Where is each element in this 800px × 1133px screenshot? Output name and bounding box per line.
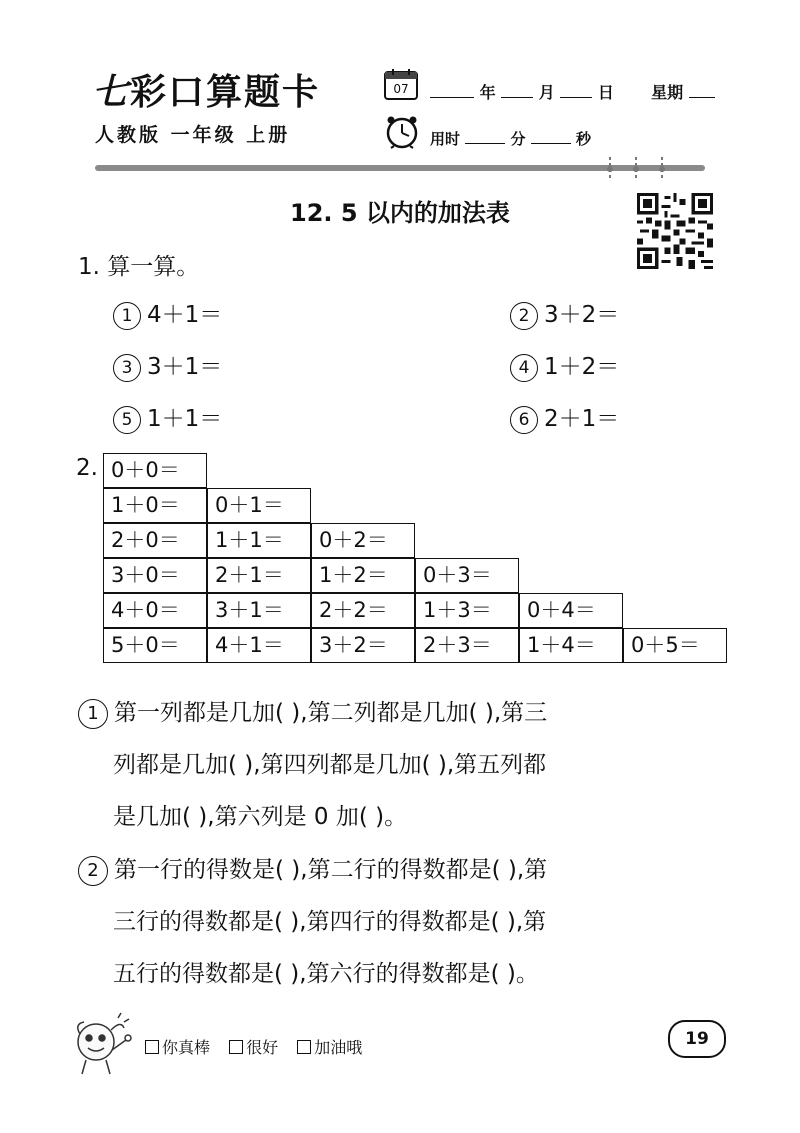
- table-cell: 2＋1＝: [207, 558, 311, 593]
- problem-3: [113, 348, 222, 382]
- rating-label: 很好: [246, 1038, 279, 1057]
- minutes-label: 分: [510, 130, 526, 148]
- problem-5-mark: 5: [113, 406, 141, 434]
- day-blank[interactable]: [560, 83, 592, 98]
- rating-option-great[interactable]: [145, 1038, 210, 1057]
- problem-6-expr: 2＋1＝: [544, 406, 620, 432]
- question-2-mark: 2: [78, 856, 108, 886]
- table-cell: 0＋1＝: [207, 488, 311, 523]
- brand-title: [92, 70, 320, 115]
- calendar-icon: [384, 68, 418, 100]
- table-cell: 0＋4＝: [519, 593, 623, 628]
- table-cell: 3＋0＝: [103, 558, 207, 593]
- self-rating: [145, 1035, 376, 1058]
- table-cell: 0＋3＝: [415, 558, 519, 593]
- table-cell: 5＋0＝: [103, 628, 207, 663]
- page-number: 19: [668, 1020, 726, 1058]
- problem-6-mark: 6: [510, 406, 538, 434]
- question-2-line-3: 五行的得数都是( ),第六行的得数都是( )。: [113, 961, 539, 987]
- question-1-line-3: 是几加( ),第六列是 0 加( )。: [113, 804, 408, 830]
- day-label: 日: [597, 83, 614, 102]
- table-cell: 2＋3＝: [415, 628, 519, 663]
- question-1-line-2: 列都是几加( ),第四列都是几加( ),第五列都: [113, 752, 547, 778]
- rating-option-keep-going[interactable]: [297, 1038, 362, 1057]
- problem-5-expr: 1＋1＝: [147, 406, 223, 432]
- problem-5: [113, 400, 222, 434]
- clock-icon: [384, 115, 420, 149]
- problem-6: [510, 400, 619, 434]
- problem-2: [510, 296, 619, 330]
- rating-option-good[interactable]: [229, 1038, 278, 1057]
- question-2-line-2: 三行的得数都是( ),第四行的得数都是( ),第: [113, 909, 547, 935]
- seconds-label: 秒: [575, 130, 591, 148]
- table-cell: 4＋1＝: [207, 628, 311, 663]
- problem-1-expr: 4＋1＝: [147, 302, 223, 328]
- month-label: 月: [538, 83, 555, 102]
- calendar-day: 07: [393, 82, 409, 96]
- weekday-blank[interactable]: [689, 83, 715, 98]
- checkbox[interactable]: [297, 1040, 311, 1054]
- month-blank[interactable]: [501, 83, 533, 98]
- problem-3-mark: 3: [113, 354, 141, 382]
- table-cell: 1＋1＝: [207, 523, 311, 558]
- lesson-title: 12. 5 以内的加法表: [290, 199, 510, 227]
- question-2-line-1: [78, 855, 547, 886]
- question-1-mark: 1: [78, 699, 108, 729]
- year-blank[interactable]: [430, 83, 474, 98]
- rating-label: 加油哦: [314, 1038, 363, 1057]
- section-2-number: 2.: [76, 455, 98, 481]
- weekday-label: 星期: [651, 83, 684, 102]
- mascot-icon: [66, 1010, 136, 1080]
- binder-rings-icon: [598, 155, 678, 183]
- qr-code-icon[interactable]: [637, 193, 713, 269]
- table-cell: 3＋2＝: [311, 628, 415, 663]
- table-cell: 0＋5＝: [623, 628, 727, 663]
- table-cell: 1＋0＝: [103, 488, 207, 523]
- table-cell: 1＋2＝: [311, 558, 415, 593]
- checkbox[interactable]: [145, 1040, 159, 1054]
- problem-4: [510, 348, 619, 382]
- year-label: 年: [479, 83, 496, 102]
- problem-4-mark: 4: [510, 354, 538, 382]
- edition-label: 人教版 一年级 上册: [95, 124, 291, 146]
- table-cell: 2＋0＝: [103, 523, 207, 558]
- table-cell: 1＋4＝: [519, 628, 623, 663]
- question-1-line-1: [78, 698, 547, 729]
- time-fields: [430, 128, 591, 149]
- checkbox[interactable]: [229, 1040, 243, 1054]
- table-cell: 0＋0＝: [103, 453, 207, 488]
- table-cell: 2＋2＝: [311, 593, 415, 628]
- table-cell: 1＋3＝: [415, 593, 519, 628]
- brand-first-char: 七: [92, 71, 131, 113]
- problem-2-expr: 3＋2＝: [544, 302, 620, 328]
- date-fields: [430, 80, 715, 103]
- minutes-blank[interactable]: [465, 129, 505, 144]
- section-1-heading: 1. 算一算。: [78, 254, 200, 280]
- table-cell: 0＋2＝: [311, 523, 415, 558]
- time-label: 用时: [430, 130, 461, 148]
- rating-label: 你真棒: [162, 1038, 211, 1057]
- table-cell: 4＋0＝: [103, 593, 207, 628]
- problem-1-mark: 1: [113, 302, 141, 330]
- problem-2-mark: 2: [510, 302, 538, 330]
- seconds-blank[interactable]: [531, 129, 571, 144]
- question-1-text-1: 第一列都是几加( ),第二列都是几加( ),第三: [114, 700, 548, 726]
- brand-rest: 彩口算题卡: [130, 72, 321, 113]
- problem-3-expr: 3＋1＝: [147, 354, 223, 380]
- problem-1: [113, 296, 222, 330]
- addition-table: [103, 453, 727, 671]
- table-cell: 3＋1＝: [207, 593, 311, 628]
- problem-4-expr: 1＋2＝: [544, 354, 620, 380]
- question-2-text-1: 第一行的得数是( ),第二行的得数都是( ),第: [114, 857, 548, 883]
